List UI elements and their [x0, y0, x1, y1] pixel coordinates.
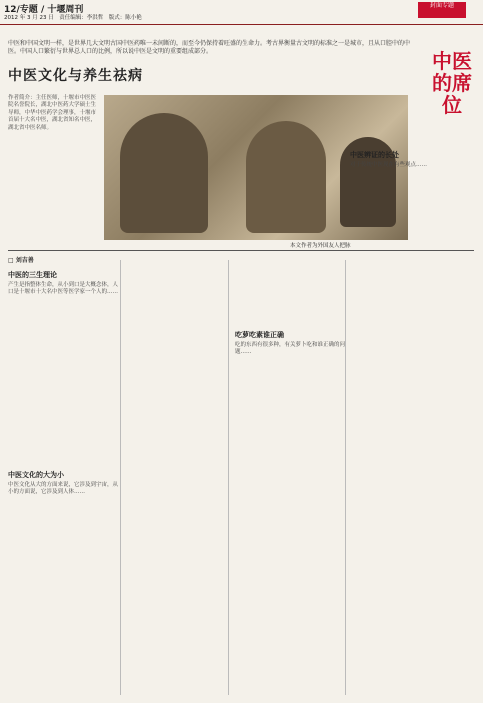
column-divider	[345, 260, 346, 695]
page-meta: 2012 年 3 月 23 日 责任编辑：李洪哲 版式：陈小艳	[4, 15, 142, 21]
vertical-title: 中医的席位	[432, 49, 472, 117]
intro-paragraph: 中医和中国文明一样，是世界几大文明古国中医药唯一未间断的，而至今仍保持着旺盛的生命力。考古界衡量古文明的标准之一是城市，且从口腔中的中医。中国人口繁衍与世界总人口的比例，所以说中医是文明的重要组成部分。	[8, 40, 411, 56]
column-divider	[228, 260, 229, 695]
article-title: 中医文化与养生祛病	[8, 68, 143, 84]
person-figure-left	[120, 113, 208, 233]
person-figure-center	[246, 121, 326, 233]
section-heading-3: 吃萝吃素谁正确	[235, 330, 284, 339]
section-rule	[8, 250, 474, 251]
section-body-3: 吃的东西有很多种，有关萝卜吃和谁正确的问题……	[235, 342, 346, 356]
page-header	[0, 0, 483, 25]
section-body-4: 对于传统中医现在有些观点……	[350, 162, 428, 168]
photo-caption: 本文作者为外国友人把脉	[290, 243, 351, 249]
section-heading-1: 中医的三生理论	[8, 270, 57, 279]
author-bio: 作者简介：主任医师，十堰市中医医院名誉院长，湖北中医药大学硕士生导师，中华中医药学会理事，十堰市首届十大名中医，湖北省知名中医，湖北省中医名师。	[8, 95, 97, 131]
section-heading-2: 中医文化的大为小	[8, 470, 64, 479]
page-tag: 12/专题 / 十堰周刊	[4, 5, 84, 15]
column-divider	[120, 260, 121, 695]
section-heading-4: 中医辨证的长处	[350, 150, 399, 159]
byline: □ 刘吉善	[8, 257, 34, 264]
section-body-1: 产生是指整体生命，从小到口是大概念体，人口是十堰市十大名中医等医学家一个人的……	[8, 282, 119, 296]
section-body-2: 中医文化从大的方面来说，它涉及到宇宙，从小的方面说，它涉及到人体……	[8, 482, 119, 496]
cover-badge: 封面专题	[418, 2, 466, 18]
